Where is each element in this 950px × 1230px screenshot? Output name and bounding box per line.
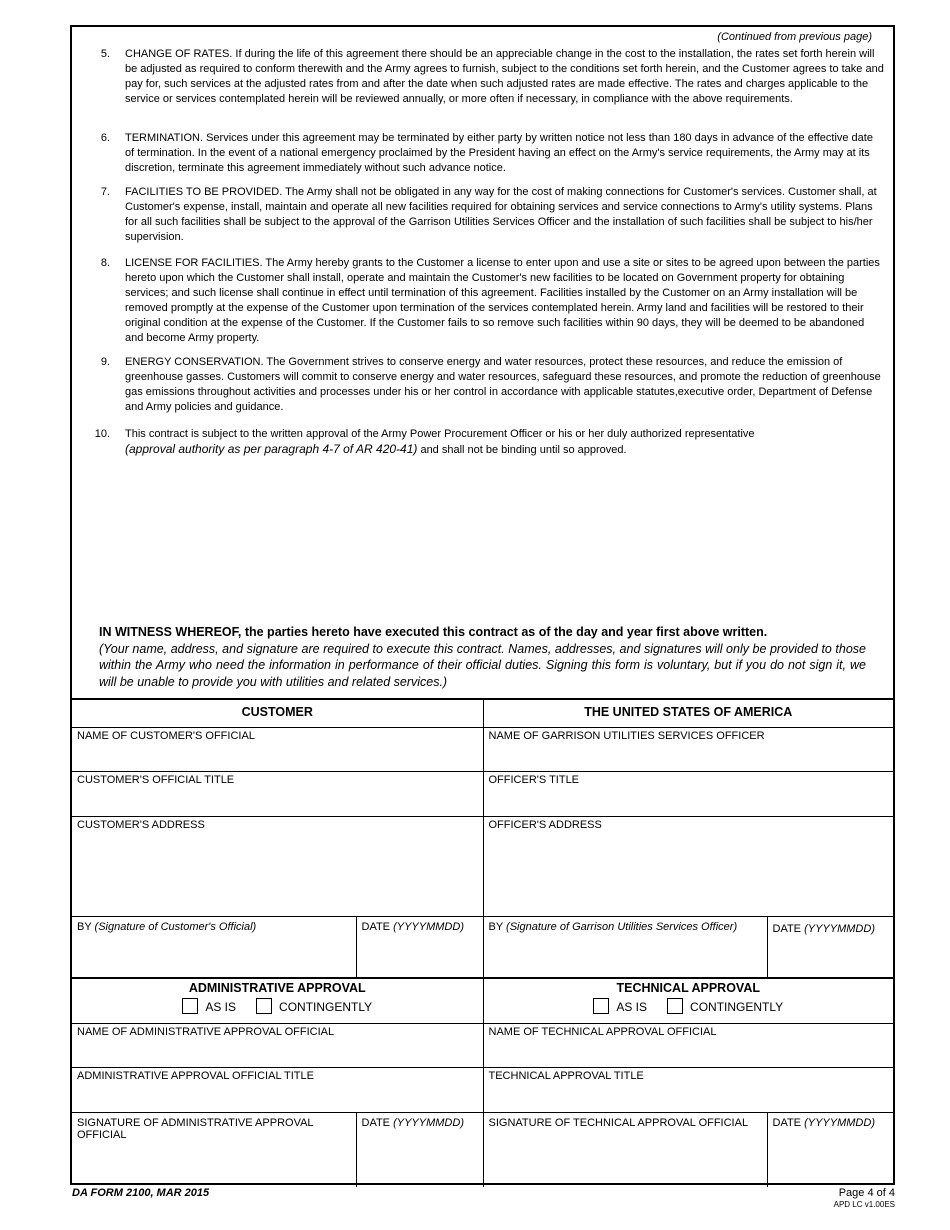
- paragraph-8: [84, 256, 884, 346]
- officer-date-field[interactable]: [767, 916, 893, 978]
- tech-title-field[interactable]: [483, 1067, 893, 1112]
- admin-official-name-field[interactable]: [72, 1023, 483, 1067]
- paragraph-number: 6.: [100, 132, 110, 144]
- tech-official-name-field[interactable]: [483, 1023, 893, 1067]
- form-frame: [70, 25, 895, 1185]
- garrison-officer-name-field[interactable]: [483, 727, 893, 771]
- tech-contingently-checkbox[interactable]: [667, 998, 683, 1014]
- form-number: DA FORM 2100, MAR 2015: [72, 1187, 210, 1199]
- customer-date-field[interactable]: [356, 916, 483, 978]
- customer-official-title-label: CUSTOMER'S OFFICIAL TITLE: [77, 773, 235, 786]
- admin-approval-section: [72, 978, 483, 1023]
- officer-title-field[interactable]: [483, 771, 893, 816]
- page-number: Page 4 of 4: [838, 1187, 895, 1199]
- tech-approval-section: [483, 978, 893, 1023]
- customer-signature-field[interactable]: [72, 916, 356, 978]
- witness-statement: [99, 624, 866, 690]
- customer-official-name-label: NAME OF CUSTOMER'S OFFICIAL: [77, 729, 255, 742]
- officer-date-label: DATE: [772, 922, 802, 935]
- customer-signature-hint: (Signature of Customer's Official): [94, 920, 257, 933]
- tech-title-label: TECHNICAL APPROVAL TITLE: [488, 1069, 644, 1082]
- admin-signature-label: SIGNATURE OF ADMINISTRATIVE APPROVAL OFFICIAL: [77, 1116, 314, 1141]
- tech-as-is-label: AS IS: [616, 1000, 648, 1014]
- paragraph-number: 5.: [100, 48, 110, 60]
- witness-heading: IN WITNESS WHEREOF, the parties hereto have executed this contract as of the day and year first above written.: [99, 625, 768, 639]
- page-indicator: [834, 1187, 895, 1209]
- admin-official-title-field[interactable]: [72, 1067, 483, 1112]
- officer-signature-hint: (Signature of Garrison Utilities Services Officer): [506, 920, 738, 933]
- admin-official-name-label: NAME OF ADMINISTRATIVE APPROVAL OFFICIAL: [77, 1025, 335, 1038]
- tech-signature-label: SIGNATURE OF TECHNICAL APPROVAL OFFICIAL: [488, 1116, 749, 1129]
- paragraph-9: [84, 355, 884, 415]
- paragraph-text: FACILITIES TO BE PROVIDED. The Army shall not be obligated in any way for the cost of making connections for Customer's services. Customer shall, at Customer's expense, install, maintain and operate all new facilities required for obtaining services and service connections to Army's utility systems. Plans for all such facilities shall be subject to the approval of the Garrison Utilities Services Officer and the installation of such facilities shall be subject to his/her supervision.: [125, 186, 877, 243]
- tech-date-label: DATE: [772, 1116, 802, 1129]
- admin-official-title-label: ADMINISTRATIVE APPROVAL OFFICIAL TITLE: [77, 1069, 314, 1082]
- admin-approval-options: [76, 998, 479, 1014]
- tech-signature-field[interactable]: [483, 1112, 767, 1187]
- paragraph-5: [84, 47, 884, 107]
- customer-date-label: DATE: [361, 920, 391, 933]
- officer-title-label: OFFICER'S TITLE: [488, 773, 580, 786]
- tech-contingently-label: CONTINGENTLY: [690, 1000, 784, 1014]
- paragraph-10-main: This contract is subject to the written approval of the Army Power Procurement Officer or his or her duly authorized representative: [125, 428, 755, 440]
- paragraph-10-italic: (approval authority as per paragraph 4-7 of AR 420-41): [125, 442, 418, 456]
- paragraph-number: 9.: [100, 356, 110, 368]
- paragraph-number: 7.: [100, 186, 110, 198]
- officer-date-format: (YYYYMMDD): [804, 922, 875, 935]
- officer-address-field[interactable]: [483, 816, 893, 916]
- admin-date-field[interactable]: [356, 1112, 483, 1187]
- officer-address-label: OFFICER'S ADDRESS: [488, 818, 602, 831]
- paragraph-10: [84, 427, 884, 458]
- tech-official-name-label: NAME OF TECHNICAL APPROVAL OFFICIAL: [488, 1025, 717, 1038]
- usa-header: THE UNITED STATES OF AMERICA: [483, 699, 893, 727]
- paragraph-text: CHANGE OF RATES. If during the life of this agreement there should be an appreciable change in the cost to the installation, the rates set forth herein will be adjusted as required to conform therewith and the Army agrees to furnish, subject to the conditions set forth herein, and the Customer agrees to take and pay for, such services at the adjusted rates from and after the date when such adjusted rates are made effective. The rates and charges applicable to the service or services contemplated herein will be reviewed annually, or more often if necessary, in compliance with the above requirements.: [125, 48, 884, 105]
- officer-by-label: BY: [488, 920, 503, 933]
- customer-address-field[interactable]: [72, 816, 483, 916]
- paragraph-number: 8.: [100, 257, 110, 269]
- customer-address-label: CUSTOMER'S ADDRESS: [77, 818, 205, 831]
- tech-approval-header: TECHNICAL APPROVAL: [616, 981, 761, 995]
- paragraph-7: [84, 185, 884, 245]
- version-label: APD LC v1.00ES: [833, 1200, 895, 1209]
- admin-contingently-label: CONTINGENTLY: [279, 1000, 373, 1014]
- paragraph-6: [84, 131, 884, 176]
- admin-approval-header: ADMINISTRATIVE APPROVAL: [188, 981, 366, 995]
- tech-date-field[interactable]: [767, 1112, 893, 1187]
- paragraph-text: LICENSE FOR FACILITIES. The Army hereby grants to the Customer a license to enter upon and use a site or sites to be agreed upon between the parties hereto upon which the Customer shall install, operate and maintain the Customer's new facilities to be located on Government property for obtaining services; and such license shall continue in effect until termination of this agreement. Facilities installed by the Customer on an Army installation will be removed promptly at the expense of the Customer upon termination of the services contemplated herein. Army land and facilities will be restored to their original condition at the expense of the Customer. If the Customer fails to so remove such facilities within 90 days, they will be deemed to be abandoned and become Army property.: [125, 257, 880, 344]
- admin-date-label: DATE: [361, 1116, 391, 1129]
- admin-as-is-checkbox[interactable]: [182, 998, 198, 1014]
- admin-date-format: (YYYYMMDD): [393, 1116, 464, 1129]
- tech-approval-options: [488, 998, 890, 1014]
- customer-official-title-field[interactable]: [72, 771, 483, 816]
- officer-signature-field[interactable]: [483, 916, 767, 978]
- tech-date-format: (YYYYMMDD): [804, 1116, 875, 1129]
- paragraph-text: TERMINATION. Services under this agreement may be terminated by either party by written notice not less than 180 days in advance of the effective date of termination. In the event of a national emergency proclaimed by the President having an effect on the Army's service requirements, the Army may at its discretion, terminate this agreement immediately without such advance notice.: [125, 132, 873, 174]
- admin-signature-field[interactable]: [72, 1112, 356, 1187]
- customer-header: CUSTOMER: [72, 699, 483, 727]
- admin-as-is-label: AS IS: [205, 1000, 237, 1014]
- paragraph-number: 10.: [94, 428, 110, 440]
- customer-by-label: BY: [77, 920, 92, 933]
- customer-date-format: (YYYYMMDD): [393, 920, 464, 933]
- customer-official-name-field[interactable]: [72, 727, 483, 771]
- paragraph-10-tail: and shall not be binding until so approved.: [417, 444, 627, 456]
- garrison-officer-name-label: NAME OF GARRISON UTILITIES SERVICES OFFICER: [488, 729, 765, 742]
- continued-note: (Continued from previous page): [717, 31, 872, 43]
- signature-table: [72, 698, 893, 1187]
- paragraph-text: [125, 427, 884, 458]
- privacy-notice: (Your name, address, and signature are required to execute this contract. Names, addresses, and signatures will only be provided to those within the Army who need the information in performance of their official duties. Signing this form is voluntary, but if you do not sign it, we will be unable to provide you with utilities and related services.): [99, 641, 866, 689]
- admin-contingently-checkbox[interactable]: [256, 998, 272, 1014]
- paragraph-text: ENERGY CONSERVATION. The Government strives to conserve energy and water resources, protect these resources, and reduce the emission of greenhouse gasses. Customers will commit to conserve energy and water resources, safeguard these resources, and promote the reduction of greenhouse gas emissions throughout activities and processes under his or her control in accordance with applicable statutes,executive order, Department of Defense and Army policies and guidance.: [125, 356, 881, 413]
- tech-as-is-checkbox[interactable]: [593, 998, 609, 1014]
